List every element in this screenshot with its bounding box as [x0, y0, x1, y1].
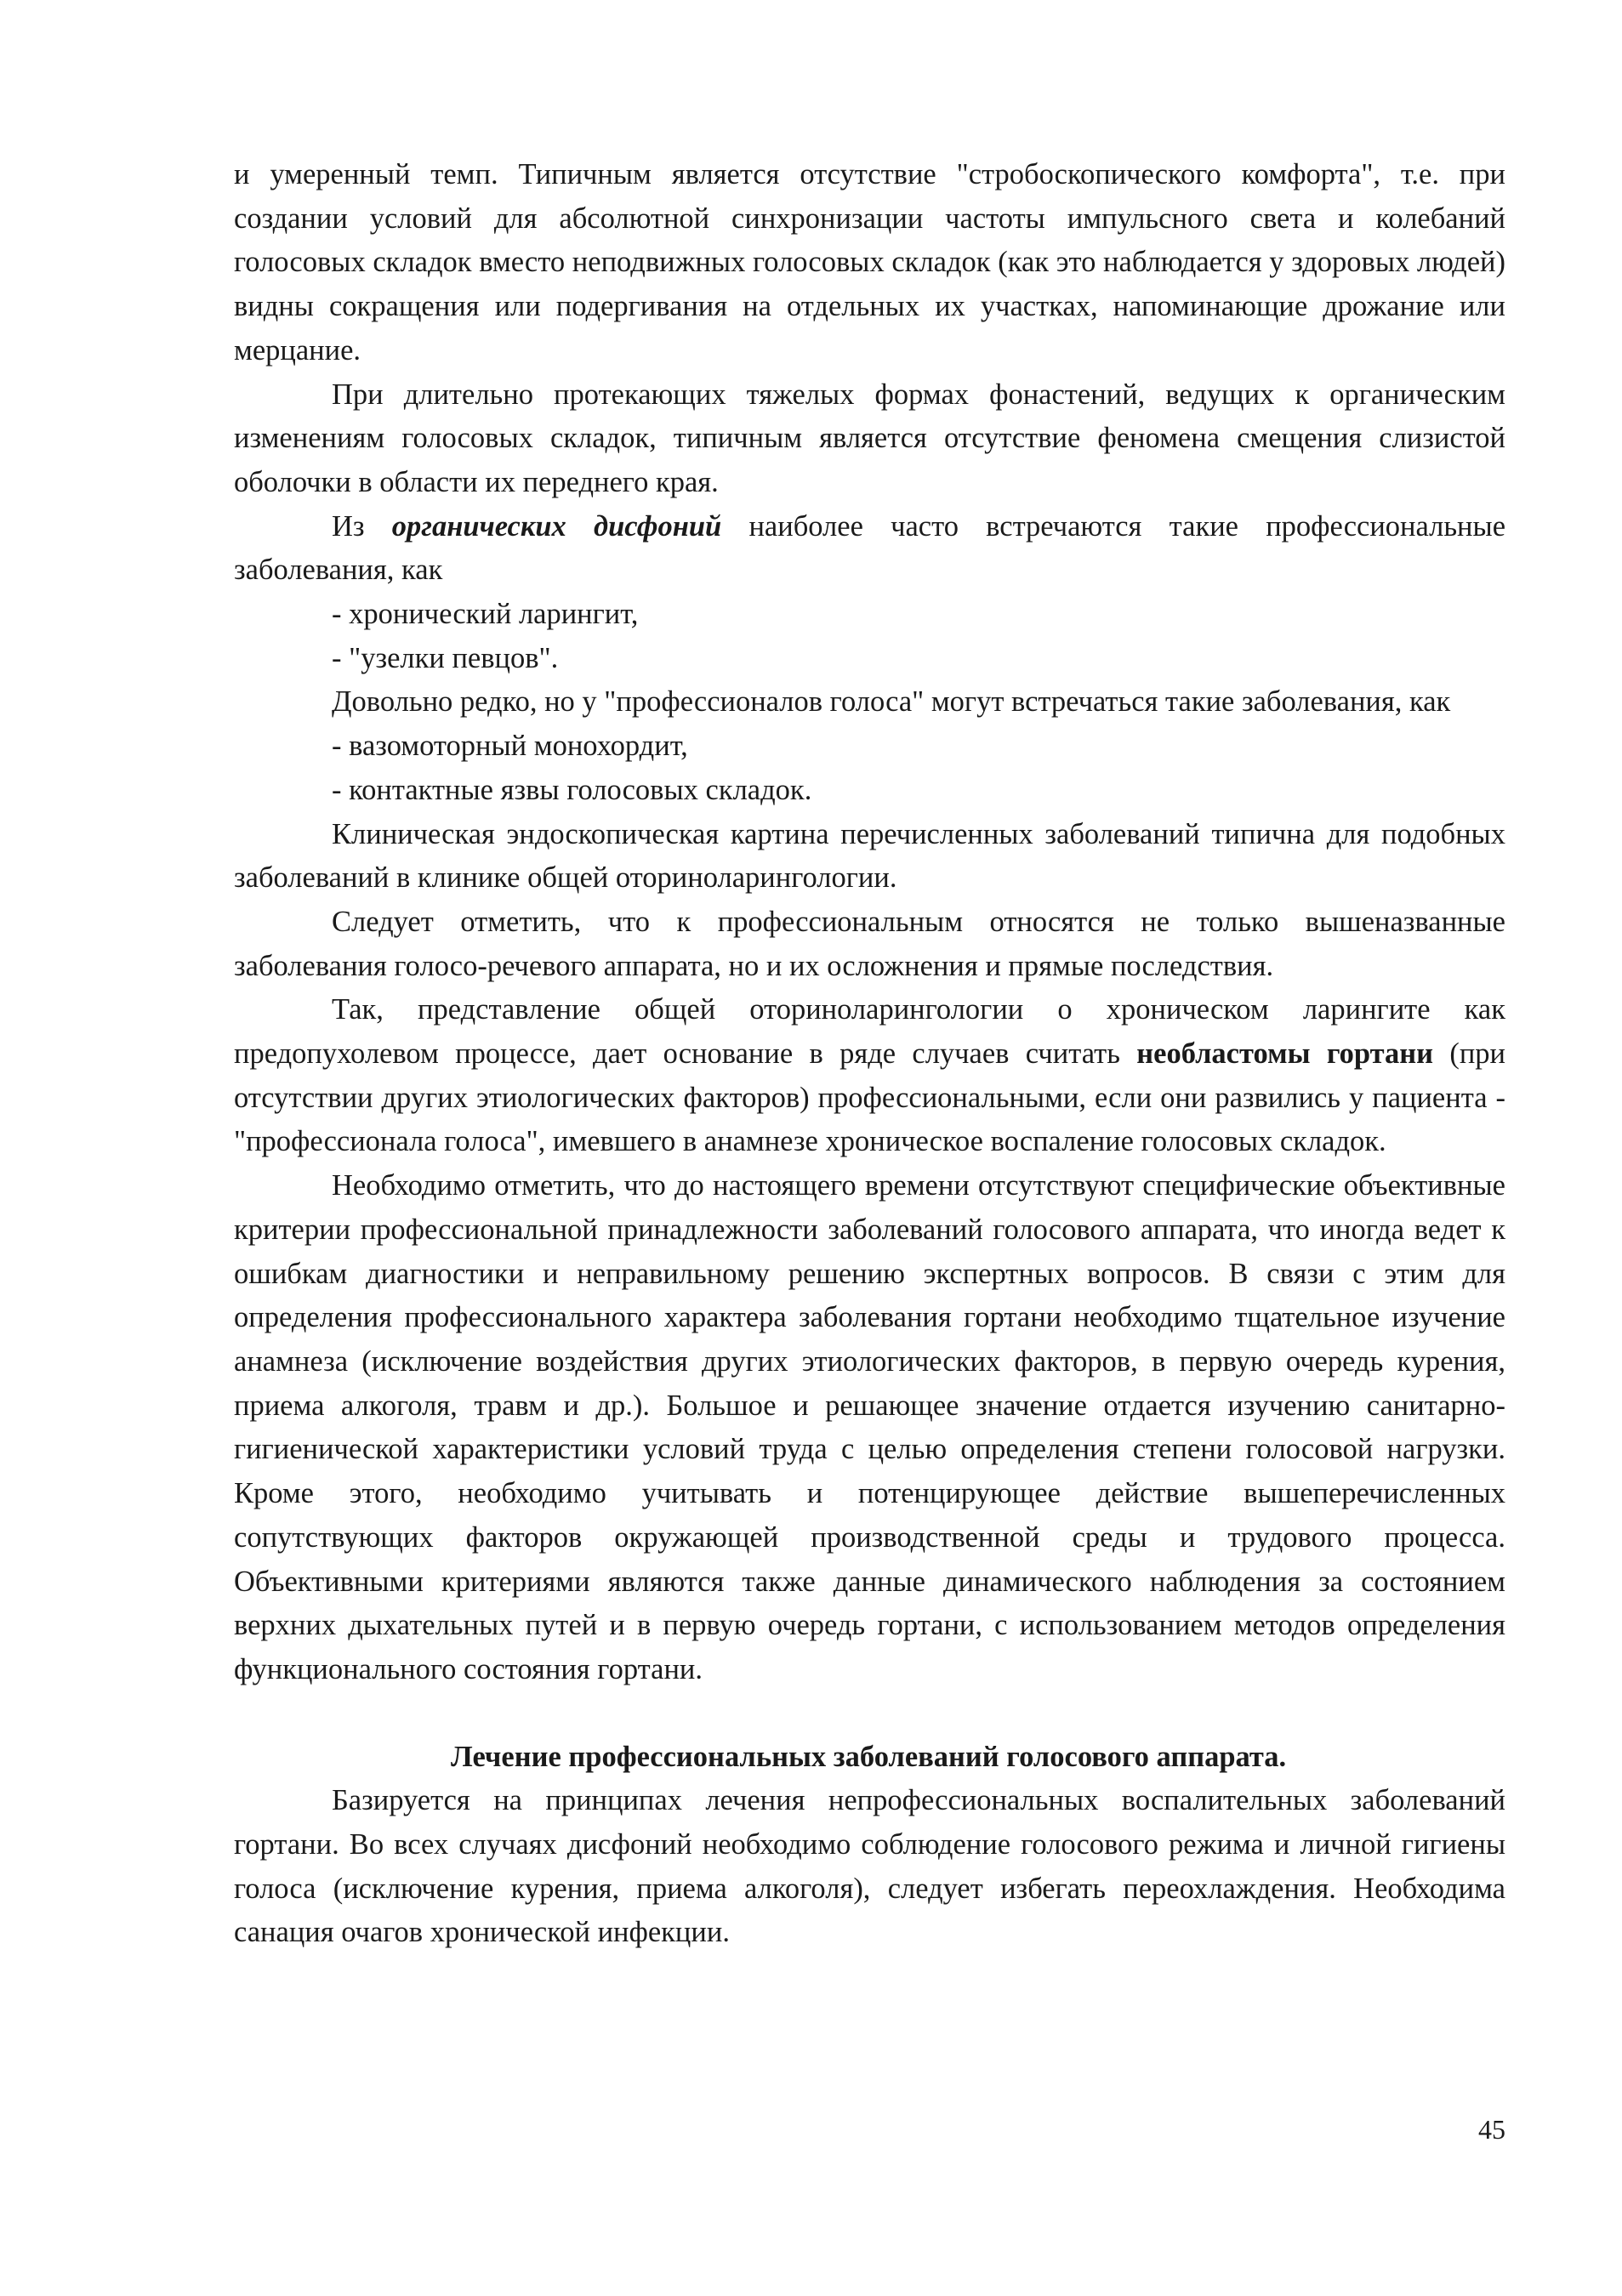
section-heading-treatment: Лечение профессиональных заболеваний голосового аппарата. — [451, 1740, 1287, 1773]
paragraph-diagnostic-criteria: Необходимо отметить, что до настоящего времени отсутствуют специфические объективные критерии профессиональной принадлежности заболеваний голосового аппарата, что иногда ведет к ошибкам диагностики и неправильному решению экспертных вопросов. В связи с этим для определения профессионального характера заболевания гортани необходимо тщательное изучение анамнеза (исключение воздействия других этиологических факторов, в первую очередь курения, приема алкоголя, травм и др.). Большое и решающее значение отдается изучению санитарно-гигиенической характеристики условий труда с целью определения степени голосовой нагрузки. Кроме этого, необходимо учитывать и потенцирующее действие вышеперечисленных сопутствующих факторов окружающей производственной среды и трудового процесса. Объективными критериями являются также данные динамического наблюдения за состоянием верхних дыхательных путей и в первую очередь гортани, с использованием методов определения функционального состояния гортани. — [234, 1169, 1505, 1685]
paragraph-treatment: Базируется на принципах лечения непрофессиональных воспалительных заболеваний гортани. Во всех случаях дисфоний необходимо соблюдение голосового режима и личной гигиены голоса (исключение курения, приема алкоголя), следует избегать переохлаждения. Необходима санация очагов хронической инфекции. — [234, 1784, 1505, 1949]
paragraph-continuation: и умеренный темп. Типичным является отсутствие "стробоскопического комфорта", т.е. при создании условий для абсолютной синхронизации частоты импульсного света и колебаний голосовых складок вместо неподвижных голосовых складок (как это наблюдается у здоровых людей) видны сокращения или подергивания на отдельных их участках, напоминающие дрожание или мерцание. — [234, 158, 1505, 367]
paragraph-lead: Из — [332, 509, 392, 543]
list-item-vasomotor-monochorditis: - вазомоторный монохордит, — [332, 730, 688, 763]
paragraph-phonasthenia: При длительно протекающих тяжелых формах фонастений, ведущих к органическим изменениям голосовых складок, типичным является отсутствие феномена смещения слизистой оболочки в области их переднего края. — [234, 378, 1505, 498]
paragraph-rest: наиболее часто встречаются такие профессиональные заболевания, как — [234, 509, 1506, 587]
paragraph-endoscopic-picture: Клиническая эндоскопическая картина перечисленных заболеваний типична для подобных заболеваний в клинике общей оториноларингологии. — [234, 817, 1505, 895]
emphasis-organic-dysphonia: органических дисфоний — [391, 509, 722, 543]
paragraph-rare-diseases: Довольно редко, но у "профессионалов голоса" могут встречаться такие заболевания, как — [332, 685, 1451, 719]
paragraph-neoplasms — [234, 988, 1505, 1164]
paragraph-organic-dysphonia — [234, 505, 1505, 593]
list-item-chronic-laryngitis: - хронический ларингит, — [332, 598, 639, 631]
list-item-contact-ulcers: - контактные язвы голосовых складок. — [332, 773, 812, 806]
page-body — [234, 153, 1505, 1955]
paragraph-rest: (при отсутствии других этиологических факторов) профессиональными, если они развились у пациента - "профессионала голоса", имевшего в анамнезе хроническое воспаление голосовых складок. — [234, 1037, 1506, 1158]
paragraph-complications: Следует отметить, что к профессиональным относятся не только вышеназванные заболевания голосо-речевого аппарата, но и их осложнения и прямые последствия. — [234, 905, 1505, 982]
list-item-singers-nodules: - "узелки певцов". — [332, 641, 559, 674]
paragraph-lead: Так, представление общей оториноларингологии о хроническом ларингите как предопухолевом процессе, дает основание в ряде случаев считать — [234, 993, 1505, 1071]
emphasis-laryngeal-neoplasms: необластомы гортани — [1136, 1037, 1434, 1071]
page-number: 45 — [1478, 2114, 1505, 2145]
